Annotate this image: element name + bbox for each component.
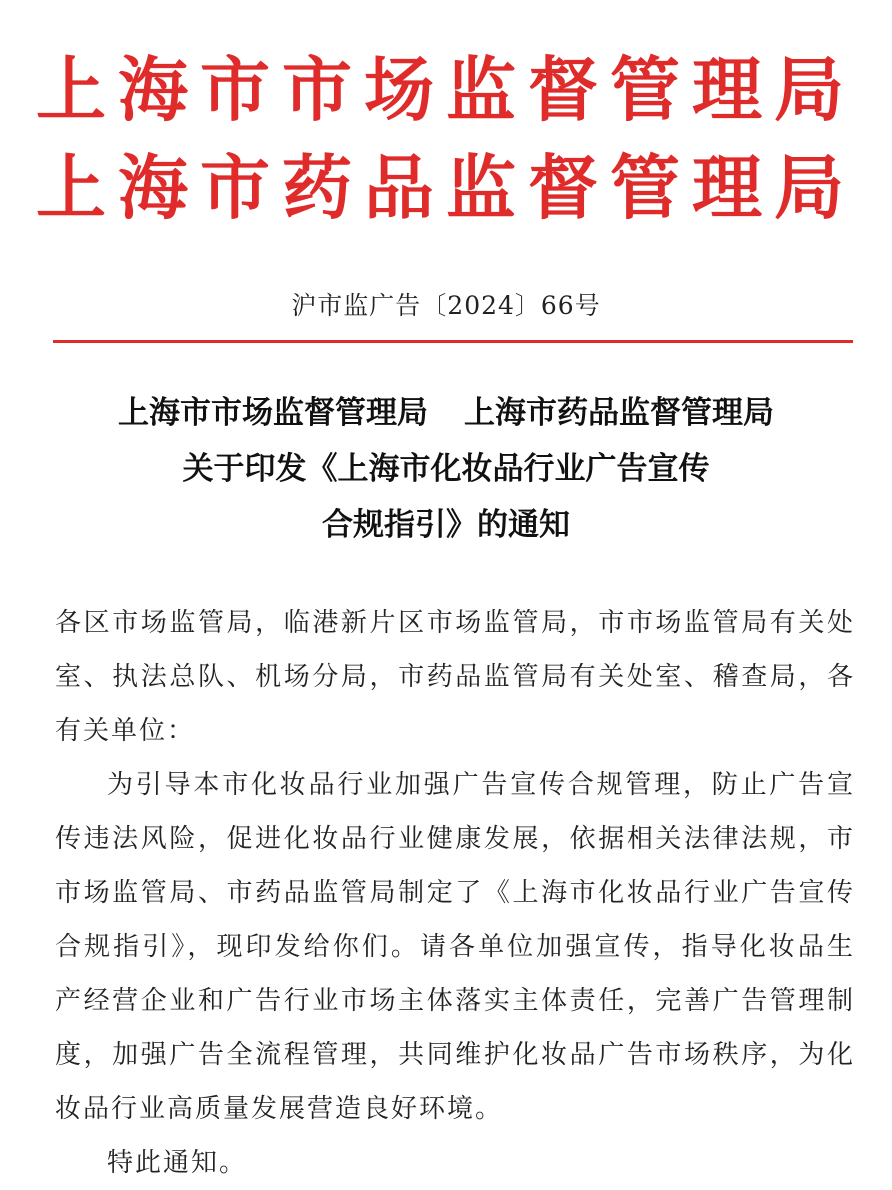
issuing-agency-1: 上海市市场监督管理局: [36, 48, 856, 131]
issuing-agency-2: 上海市药品监督管理局: [36, 146, 856, 229]
paragraph-line: 产经营企业和广告行业市场主体落实主体责任，完善广告管理制: [55, 986, 855, 1016]
paragraph-line: 合规指引》，现印发给你们。请各单位加强宣传，指导化妆品生: [55, 932, 855, 962]
paragraph-line: 市场监管局、市药品监管局制定了《上海市化妆品行业广告宣传: [55, 878, 855, 908]
title-agency-2: 上海市药品监督管理局: [464, 395, 774, 431]
addressee-block: [55, 596, 855, 758]
body-paragraph: [55, 758, 855, 1136]
addressee-line: 室、执法总队、机场分局，市药品监管局有关处室、稽查局，各: [55, 662, 855, 692]
red-divider-line: [53, 340, 853, 343]
closing-remark: 特此通知。: [107, 1148, 248, 1178]
title-agency-1: 上海市市场监督管理局: [118, 395, 428, 431]
addressee-line: 各区市场监管局，临港新片区市场监管局，市市场监管局有关处: [55, 608, 855, 638]
document-number: 沪市监广告〔2024〕66号: [291, 291, 601, 320]
title-line-3: 合规指引》的通知: [322, 507, 570, 543]
paragraph-line: 度，加强广告全流程管理，共同维护化妆品广告市场秩序，为化: [55, 1040, 855, 1070]
paragraph-line: 妆品行业高质量发展营造良好环境。: [55, 1094, 504, 1124]
title-line-1: [0, 385, 892, 441]
paragraph-line: 传违法风险，促进化妆品行业健康发展，依据相关法律法规，市: [55, 824, 855, 854]
title-line-2: 关于印发《上海市化妆品行业广告宣传: [182, 451, 710, 487]
paragraph-line: 为引导本市化妆品行业加强广告宣传合规管理，防止广告宣: [107, 770, 855, 800]
addressee-line: 有关单位：: [55, 716, 196, 746]
